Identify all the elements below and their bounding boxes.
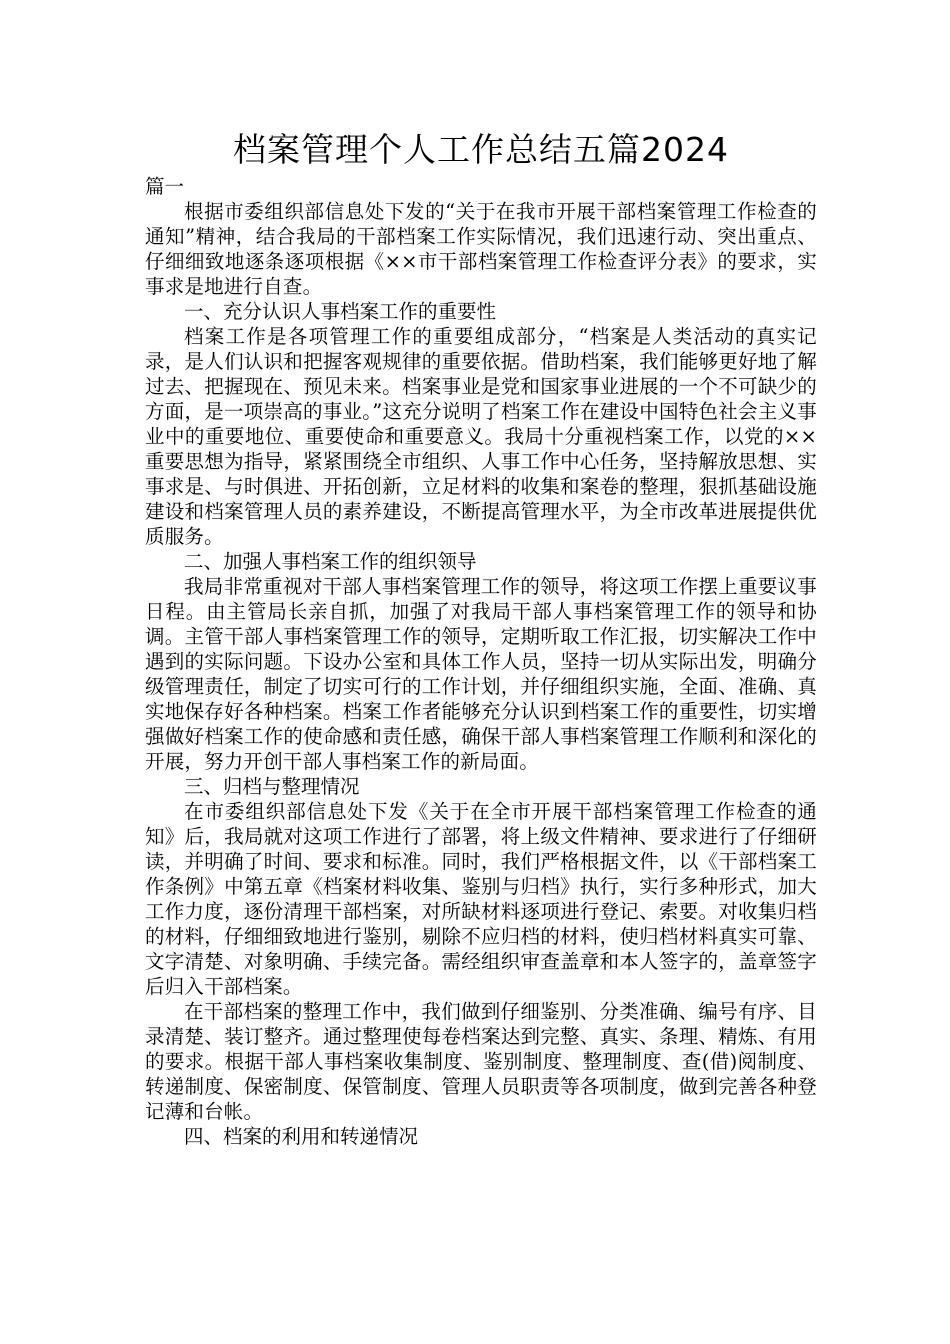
body-paragraph: 档案工作是各项管理工作的重要组成部分，“档案是人类活动的真实记录，是人们认识和把握客观规律的重要依据。借助档案，我们能够更好地了解过去、把握现在、预见未来。档案事业是党和国家事业进展的一个不可缺少的方面，是一项崇高的事业。”这充分说明了档案工作在建设中国特色社会主义事业中的重要地位、重要使命和重要意义。我局十分重视档案工作，以党的××重要思想为指导，紧紧围绕全市组织、人事工作中心任务，坚持解放思想、实事求是、与时俱进、开拓创新，立足材料的收集和案卷的整理，狠抓基础设施建设和档案管理人员的素养建设，不断提高管理水平，为全市改革进展提供优质服务。 [145, 325, 817, 548]
section-heading: 一、充分认识人事档案工作的重要性 [184, 300, 497, 323]
section-heading: 三、归档与整理情况 [184, 775, 360, 798]
section-heading: 四、档案的利用和转递情况 [184, 1125, 419, 1148]
document-title: 档案管理个人工作总结五篇2024 [233, 130, 729, 169]
section-heading: 二、加强人事档案工作的组织领导 [184, 550, 477, 573]
document-body [145, 199, 817, 1149]
document-page [145, 128, 817, 1149]
body-paragraph: 根据市委组织部信息处下发的“关于在我市开展干部档案管理工作检查的通知”精神，结合我局的干部档案工作实际情况，我们迅速行动、突出重点、仔细细致地逐条逐项根据《××市干部档案管理工作检查评分表》的要求，实事求是地进行自查。 [145, 200, 817, 298]
body-paragraph: 在干部档案的整理工作中，我们做到仔细鉴别、分类准确、编号有序、目录清楚、装订整齐。通过整理使每卷档案达到完整、真实、条理、精炼、有用的要求。根据干部人事档案收集制度、鉴别制度、整理制度、查(借)阅制度、转递制度、保密制度、保管制度、管理人员职责等各项制度，做到完善各种登记薄和台帐。 [145, 1000, 817, 1123]
body-paragraph: 在市委组织部信息处下发《关于在全市开展干部档案管理工作检查的通知》后，我局就对这项工作进行了部署，将上级文件精神、要求进行了仔细研读，并明确了时间、要求和标准。同时，我们严格根据文件，以《干部档案工作条例》中第五章《档案材料收集、鉴别与归档》执行，实行多种形式，加大工作力度，逐份清理干部档案，对所缺材料逐项进行登记、索要。对收集归档的材料，仔细细致地进行鉴别，剔除不应归档的材料，使归档材料真实可靠、文字清楚、对象明确、手续完备。需经组织审查盖章和本人签字的，盖章签字后归入干部档案。 [145, 800, 817, 998]
section-label: 篇一 [145, 175, 185, 198]
body-paragraph: 我局非常重视对干部人事档案管理工作的领导，将这项工作摆上重要议事日程。由主管局长亲自抓，加强了对我局干部人事档案管理工作的领导和协调。主管干部人事档案管理工作的领导，定期听取工作汇报，切实解决工作中遇到的实际问题。下设办公室和具体工作人员，坚持一切从实际出发，明确分级管理责任，制定了切实可行的工作计划，并仔细组织实施，全面、准确、真实地保存好各种档案。档案工作者能够充分认识到档案工作的重要性，切实增强做好档案工作的使命感和责任感，确保干部人事档案管理工作顺利和深化的开展，努力开创干部人事档案工作的新局面。 [145, 575, 817, 773]
